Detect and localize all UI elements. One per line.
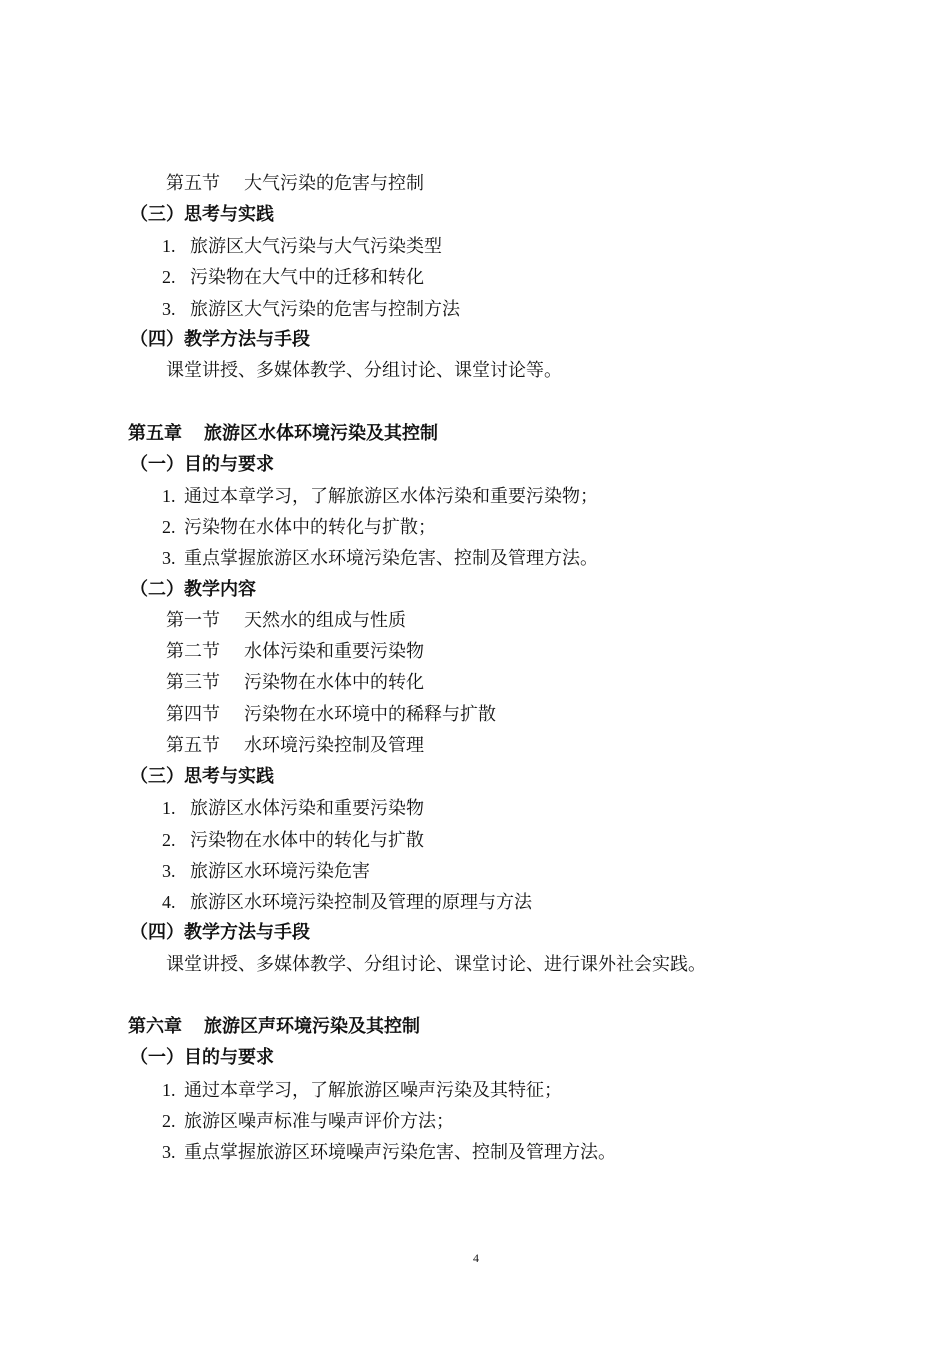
section-title: 污染物在水环境中的稀释与扩散 (244, 704, 496, 725)
list-item (162, 485, 598, 508)
list-number: 2. (162, 267, 176, 287)
list-item (162, 829, 424, 852)
section-number: 第二节 (166, 641, 220, 662)
list-item (162, 266, 424, 289)
subheading-methods: （四）教学方法与手段 (130, 329, 310, 350)
section-title: 污染物在水体中的转化 (244, 672, 424, 693)
section-number: 第五节 (166, 735, 220, 756)
chapter-title: 旅游区水体环境污染及其控制 (204, 423, 438, 444)
list-item (162, 235, 442, 258)
list-item (162, 797, 424, 820)
list-number: 3. (162, 861, 176, 881)
list-number: 1. (162, 1080, 176, 1100)
chapter-heading (128, 423, 438, 445)
list-number: 4. (162, 892, 176, 912)
section-line (166, 735, 424, 757)
methods-text: 课堂讲授、多媒体教学、分组讨论、课堂讨论等。 (166, 360, 562, 381)
list-text: 污染物在大气中的迁移和转化 (190, 267, 424, 288)
section-title: 大气污染的危害与控制 (244, 173, 424, 194)
list-number: 1. (162, 798, 176, 818)
methods-text: 课堂讲授、多媒体教学、分组讨论、课堂讨论、进行课外社会实践。 (166, 954, 706, 975)
section-line (166, 173, 424, 195)
list-text: 旅游区大气污染与大气污染类型 (190, 236, 442, 257)
chapter-number: 第五章 (128, 423, 182, 444)
list-number: 3. (162, 1142, 176, 1162)
list-text: 污染物在水体中的转化与扩散 (190, 830, 424, 851)
list-text: 通过本章学习，了解旅游区水体污染和重要污染物； (184, 486, 598, 507)
list-text: 旅游区大气污染的危害与控制方法 (190, 299, 460, 320)
list-number: 2. (162, 830, 176, 850)
list-number: 1. (162, 236, 176, 256)
section-title: 天然水的组成与性质 (244, 610, 406, 631)
list-number: 2. (162, 1111, 176, 1131)
chapter-title: 旅游区声环境污染及其控制 (204, 1016, 420, 1037)
section-title: 水体污染和重要污染物 (244, 641, 424, 662)
list-text: 通过本章学习，了解旅游区噪声污染及其特征； (184, 1080, 562, 1101)
list-text: 旅游区噪声标准与噪声评价方法； (184, 1111, 454, 1132)
list-text: 旅游区水环境污染危害 (190, 861, 370, 882)
list-item (162, 1079, 562, 1102)
chapter-number: 第六章 (128, 1016, 182, 1037)
section-number: 第一节 (166, 610, 220, 631)
subheading-content: （二）教学内容 (130, 579, 256, 600)
list-number: 2. (162, 517, 176, 537)
section-title: 水环境污染控制及管理 (244, 735, 424, 756)
list-item (162, 860, 370, 883)
list-item (162, 1110, 454, 1133)
page-number: 4 (473, 1251, 479, 1265)
list-text: 污染物在水体中的转化与扩散； (184, 517, 436, 538)
subheading-goals: （一）目的与要求 (130, 1047, 274, 1068)
section-line (166, 672, 424, 694)
list-item (162, 891, 532, 914)
list-item (162, 547, 598, 570)
list-item (162, 298, 460, 321)
section-number: 第四节 (166, 704, 220, 725)
subheading-practice: （三）思考与实践 (130, 204, 274, 225)
list-text: 重点掌握旅游区环境噪声污染危害、控制及管理方法。 (184, 1142, 616, 1163)
section-line (166, 704, 496, 726)
list-number: 1. (162, 486, 176, 506)
list-item (162, 1141, 616, 1164)
chapter-heading (128, 1016, 420, 1038)
section-line (166, 641, 424, 663)
list-text: 旅游区水环境污染控制及管理的原理与方法 (190, 892, 532, 913)
section-line (166, 610, 406, 632)
list-text: 旅游区水体污染和重要污染物 (190, 798, 424, 819)
list-text: 重点掌握旅游区水环境污染危害、控制及管理方法。 (184, 548, 598, 569)
list-number: 3. (162, 548, 176, 568)
section-number: 第五节 (166, 173, 220, 194)
list-number: 3. (162, 299, 176, 319)
list-item (162, 516, 436, 539)
section-number: 第三节 (166, 672, 220, 693)
subheading-methods: （四）教学方法与手段 (130, 922, 310, 943)
subheading-practice: （三）思考与实践 (130, 766, 274, 787)
subheading-goals: （一）目的与要求 (130, 454, 274, 475)
